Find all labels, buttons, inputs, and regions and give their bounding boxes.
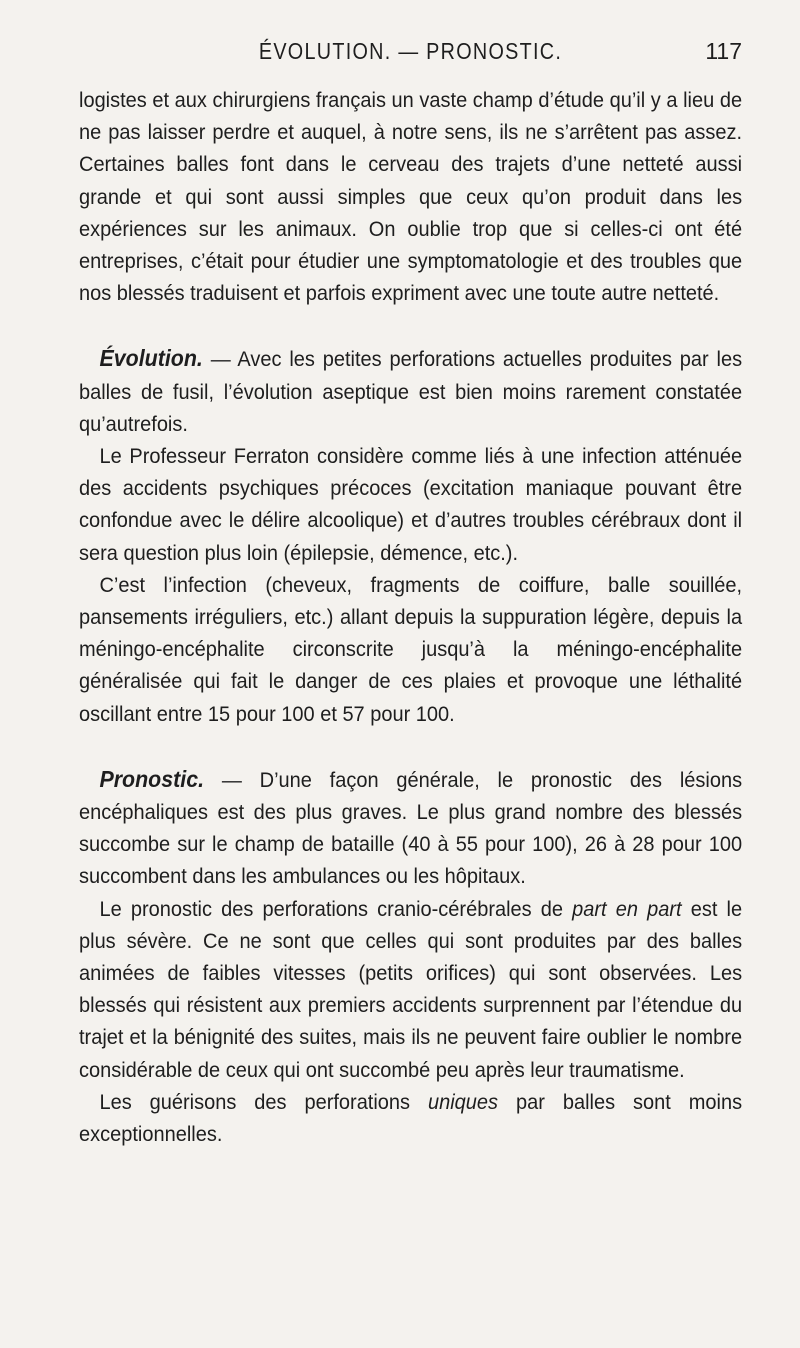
perforations-text-after: est le plus sévère. Ce ne sont que celles qui sont produites par des balles animées de faibles vitesses (petits orifices) qui sont observées. Les blessés qui résistent aux premiers accidents surprennent par l’étendue du trajet et la bénignité des suites, mais ils ne peuvent faire oublier le nombre considérable de ceux qui ont succombé peu après leur traumatisme.	[79, 896, 743, 1082]
book-page	[79, 0, 742, 1150]
pronostic-text: — D’une façon générale, le pronostic des lésions encéphaliques est des plus graves. Le plus grand nombre des blessés succombe sur le champ de bataille (40 à 55 pour 100), 26 à 28 pour 100 succombent dans les ambulances ou les hôpitaux.	[79, 767, 743, 889]
section-heading-pronostic: Pronostic.	[99, 765, 205, 792]
guerisons-text-after: par balles sont moins exceptionnelles.	[79, 1089, 743, 1147]
guerisons-text-before: Les guérisons des perforations	[99, 1089, 428, 1114]
paragraph-evolution	[79, 342, 742, 440]
paragraph-ferraton: Le Professeur Ferraton considère comme liés à une infection atténuée des accidents psychiques précoces (excitation maniaque pouvant être confondue avec le délire alcoolique) et d’autres troubles cérébraux dont il sera question plus loin (épilepsie, démence, etc.).	[79, 444, 743, 565]
emphasis-uniques: uniques	[427, 1089, 499, 1114]
running-header	[79, 0, 742, 84]
running-title: ÉVOLUTION. — PRONOSTIC.	[258, 38, 563, 64]
paragraph-pronostic	[79, 763, 742, 893]
page-number: 117	[705, 38, 742, 64]
evolution-text: — Avec les petites perforations actuelles produites par les balles de fusil, l’évolution aseptique est bien moins rarement constatée qu’autrefois.	[79, 347, 743, 436]
paragraph-continuation: logistes et aux chirurgiens français un vaste champ d’étude qu’il y a lieu de ne pas laisser perdre et auquel, à notre sens, ils ne s’arrêtent pas assez. Certaines balles font dans le cerveau des trajets d’une netteté aussi grande et qui sont aussi simples que ceux qu’on produit dans les expériences sur les animaux. On oublie trop que si celles-ci ont été entreprises, c’était pour étudier une symptomatologie et des troubles que nos blessés traduisent et parfois expriment avec une toute autre netteté.	[79, 88, 743, 306]
emphasis-part-en-part: part en part	[572, 896, 682, 921]
paragraph-perforations	[79, 893, 742, 1086]
section-heading-evolution: Évolution.	[99, 345, 203, 372]
body-text	[79, 84, 742, 1150]
paragraph-infection: C’est l’infection (cheveux, fragments de coiffure, balle souillée, pansements irréguliers, etc.) allant depuis la suppuration légère, depuis la méningo-encéphalite circonscrite jusqu’à la méningo-encéphalite généralisée qui fait le danger de ces plaies et provoque une léthalité oscillant entre 15 pour 100 et 57 pour 100.	[79, 572, 743, 726]
paragraph-guerisons	[79, 1086, 742, 1150]
perforations-text-before: Le pronostic des perforations cranio-cérébrales de	[99, 896, 573, 921]
